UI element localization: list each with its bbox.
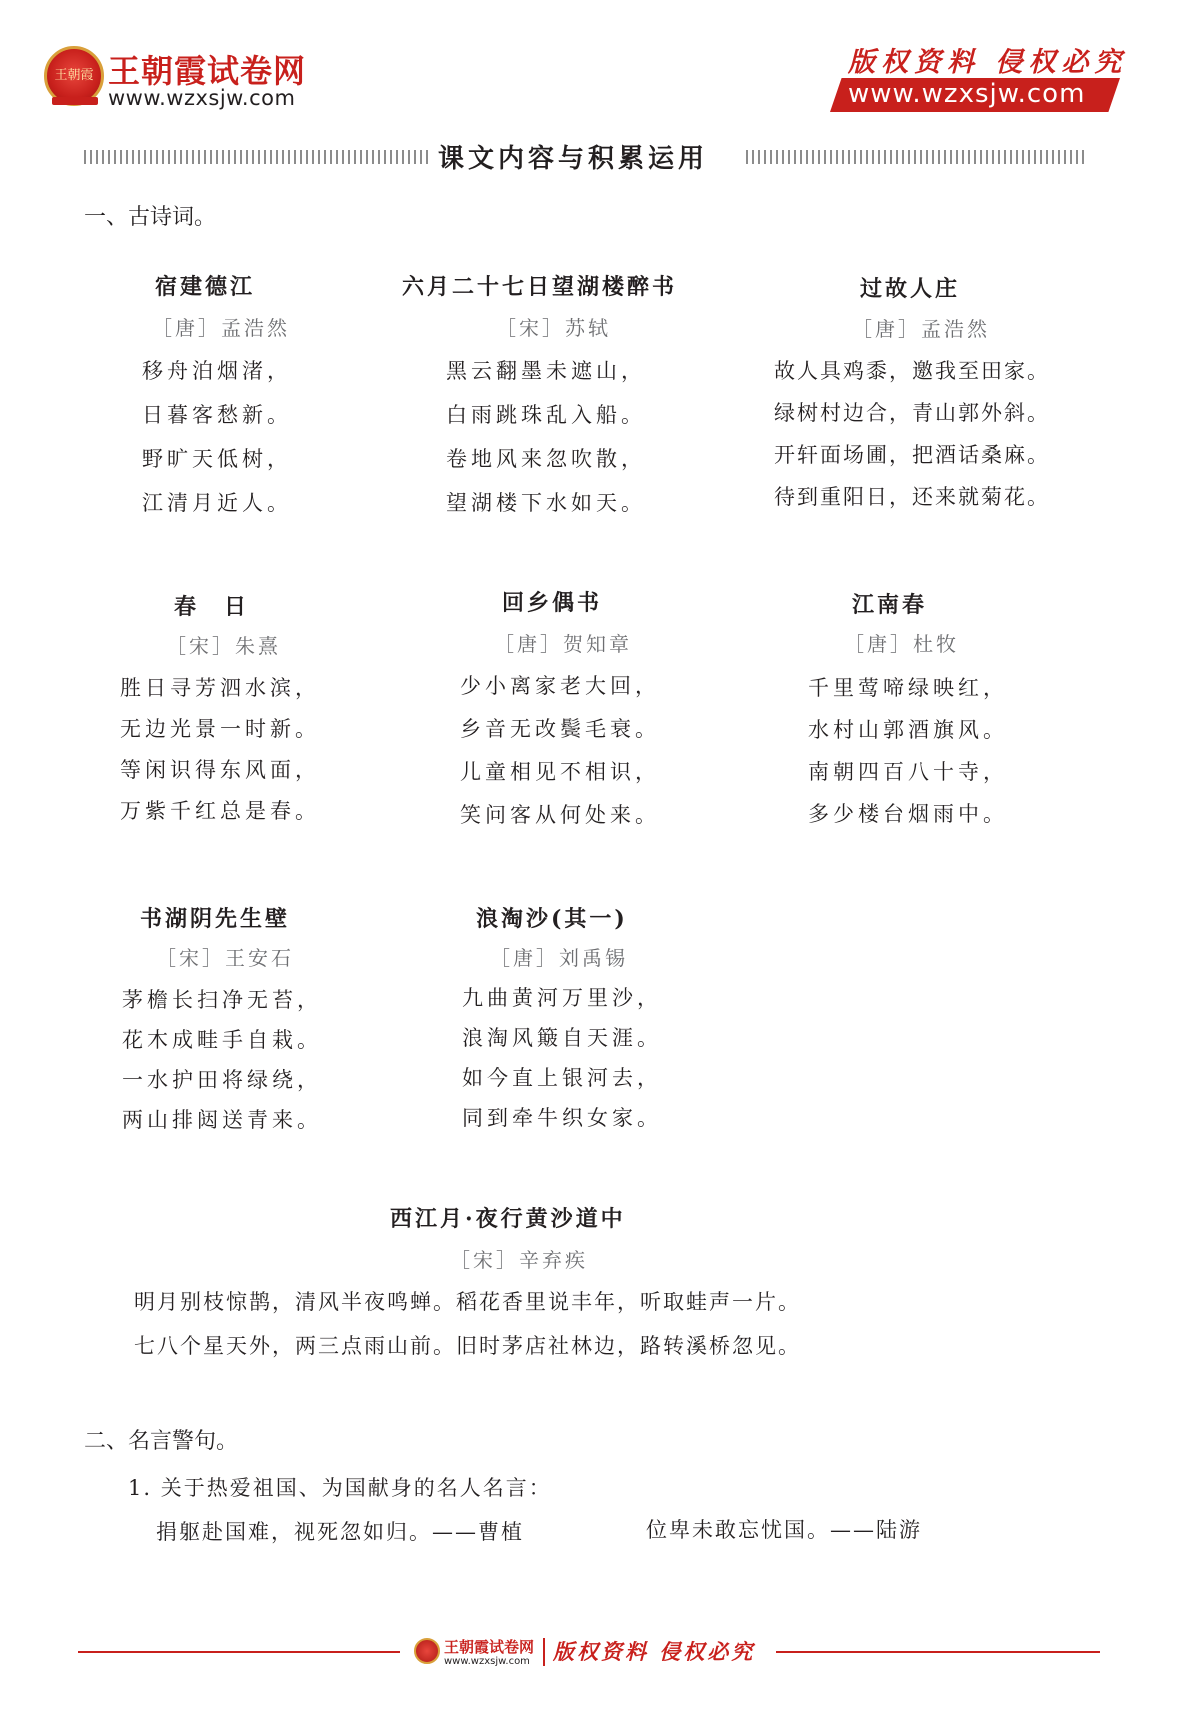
poem-line: 多少楼台烟雨中。 — [808, 802, 1008, 826]
poem-author: ［唐］贺知章 — [494, 632, 632, 656]
poem-line: 待到重阳日，还来就菊花。 — [774, 485, 1050, 509]
part1-heading: 一、古诗词。 — [84, 205, 217, 230]
footer-copyright: 版权资料 侵权必究 — [553, 1639, 756, 1664]
poem-line: 移舟泊烟渚， — [142, 359, 292, 383]
poem-line: 笑问客从何处来。 — [460, 803, 660, 827]
poem-line: 明月别枝惊鹊，清风半夜鸣蝉。稻花香里说丰年，听取蛙声一片。 — [134, 1290, 801, 1314]
poem-line: 浪淘风簸自天涯。 — [462, 1026, 662, 1050]
poem-author: ［宋］苏轼 — [496, 316, 611, 340]
footer-url[interactable]: www.wzxsjw.com — [444, 1656, 530, 1667]
poem-line: 白雨跳珠乱入船。 — [446, 403, 646, 427]
poem-author: ［唐］杜牧 — [844, 632, 959, 656]
brand-name: 王朝霞试卷网 — [108, 52, 307, 90]
poem-line: 一水护田将绿绕， — [122, 1068, 322, 1092]
poem-line: 水村山郭酒旗风。 — [808, 718, 1008, 742]
title-divider-right — [746, 150, 1086, 164]
poem-line: 等闲识得东风面， — [120, 758, 320, 782]
poem-line: 日暮客愁新。 — [142, 403, 292, 427]
poem-line: 花木成畦手自栽。 — [122, 1028, 322, 1052]
poem-line: 野旷天低树， — [142, 447, 292, 471]
poem-title: 浪淘沙(其一) — [476, 906, 628, 932]
poem-line: 千里莺啼绿映红， — [808, 676, 1008, 700]
footer-brand: 王朝霞试卷网 — [444, 1638, 535, 1656]
poem-title: 书湖阴先生壁 — [140, 906, 291, 932]
copyright-notice: 版权资料 侵权必究 — [848, 47, 1128, 78]
poem-title: 六月二十七日望湖楼醉书 — [402, 274, 678, 300]
banner-url[interactable]: www.wzxsjw.com — [848, 79, 1086, 109]
footer-separator — [543, 1638, 545, 1666]
section-title: 课文内容与积累运用 — [438, 144, 709, 174]
poem-line: 望湖楼下水如天。 — [446, 491, 646, 515]
poem-line: 开轩面场圃，把酒话桑麻。 — [774, 443, 1050, 467]
poem-line: 少小离家老大回， — [460, 674, 660, 698]
poem-author: ［宋］朱熹 — [166, 634, 281, 658]
poem-line: 胜日寻芳泗水滨， — [120, 676, 320, 700]
poem-line: 南朝四百八十寺， — [808, 760, 1008, 784]
poem-line: 无边光景一时新。 — [120, 717, 320, 741]
title-divider-left — [84, 150, 430, 164]
poem-line: 七八个星天外，两三点雨山前。旧时茅店社林边，路转溪桥忽见。 — [134, 1334, 801, 1358]
footer-seal-logo — [414, 1638, 440, 1664]
poem-line: 同到牵牛织女家。 — [462, 1106, 662, 1130]
poem-line: 故人具鸡黍，邀我至田家。 — [774, 359, 1050, 383]
poem-title: 江南春 — [852, 592, 928, 618]
poem-author: ［宋］辛弃疾 — [450, 1248, 588, 1272]
poem-title: 过故人庄 — [860, 276, 961, 302]
part2-heading: 二、名言警句。 — [84, 1429, 239, 1454]
poem-line: 万紫千红总是春。 — [120, 799, 320, 823]
seal-text: 王朝霞 — [54, 68, 94, 83]
quote-left: 捐躯赴国难，视死忽如归。——曹植 — [156, 1520, 524, 1544]
brand-url[interactable]: www.wzxsjw.com — [108, 86, 296, 110]
poem-author: ［唐］刘禹锡 — [490, 946, 628, 970]
poem-line: 乡音无改鬓毛衰。 — [460, 717, 660, 741]
poem-line: 绿树村边合，青山郭外斜。 — [774, 401, 1050, 425]
poem-line: 两山排闼送青来。 — [122, 1108, 322, 1132]
poem-line: 茅檐长扫净无苔， — [122, 988, 322, 1012]
footer-rule-right — [776, 1651, 1100, 1653]
poem-line: 如今直上银河去， — [462, 1066, 662, 1090]
poem-author: ［唐］孟浩然 — [852, 317, 990, 341]
seal-ribbon — [52, 97, 98, 105]
poem-line: 卷地风来忽吹散， — [446, 447, 646, 471]
poem-title: 西江月·夜行黄沙道中 — [390, 1206, 626, 1232]
poem-title: 回乡偶书 — [502, 590, 603, 616]
quote-category: 1. 关于热爱祖国、为国献身的名人名言： — [128, 1476, 552, 1500]
poem-author: ［唐］孟浩然 — [152, 316, 290, 340]
poem-title: 春 日 — [174, 594, 250, 620]
poem-line: 黑云翻墨未遮山， — [446, 359, 646, 383]
footer-rule-left — [78, 1651, 400, 1653]
poem-line: 九曲黄河万里沙， — [462, 986, 662, 1010]
quote-right: 位卑未敢忘忧国。——陆游 — [646, 1518, 922, 1542]
poem-author: ［宋］王安石 — [156, 946, 294, 970]
poem-line: 江清月近人。 — [142, 491, 292, 515]
poem-title: 宿建德江 — [155, 274, 256, 300]
poem-line: 儿童相见不相识， — [460, 760, 660, 784]
